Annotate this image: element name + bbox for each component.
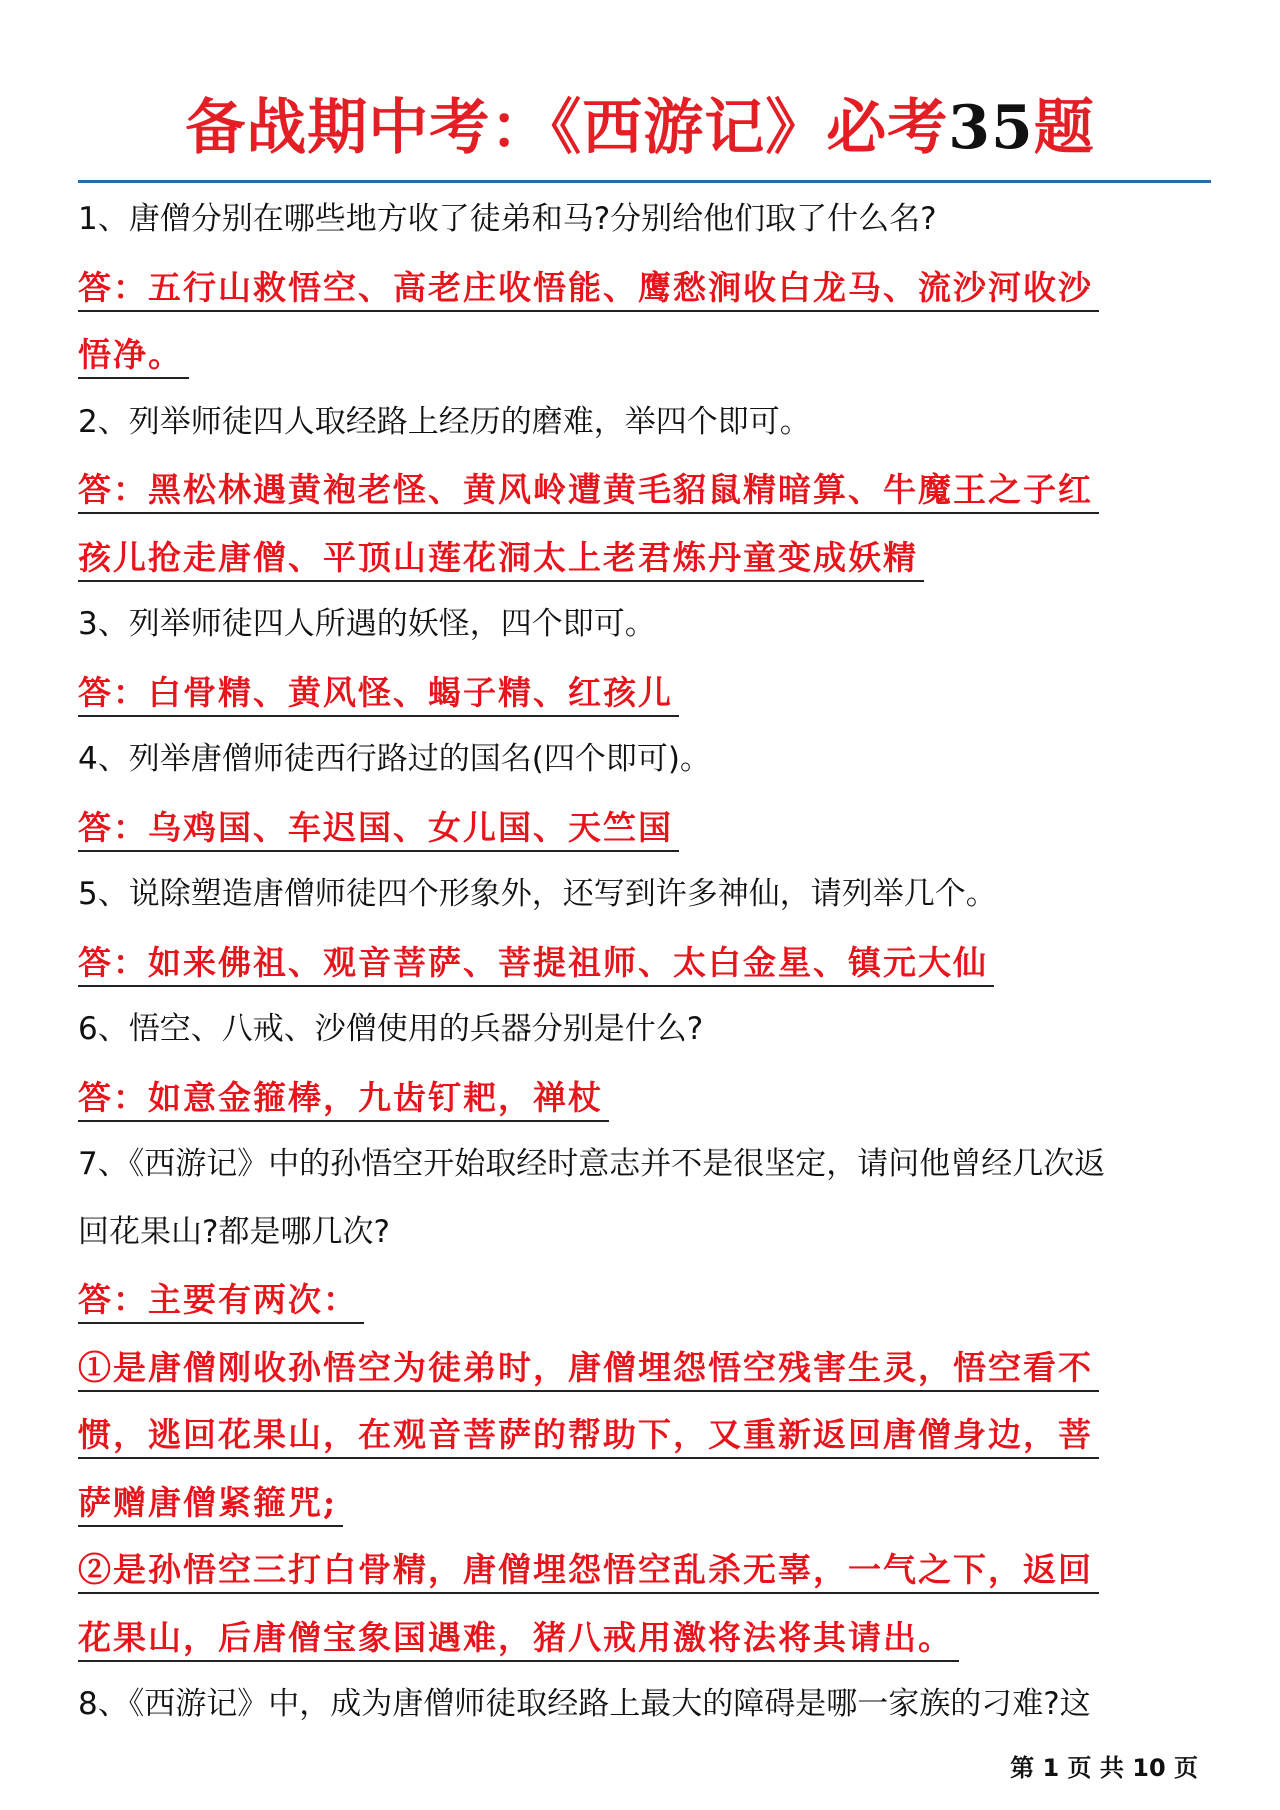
answer-text: 答：五行山救悟空、高老庄收悟能、鹰愁涧收白龙马、流沙河收沙 xyxy=(78,266,1099,312)
answer-text: 答：主要有两次： xyxy=(78,1278,364,1324)
answer-line xyxy=(78,456,1211,524)
title-end: 题 xyxy=(1033,93,1095,163)
answer-text: 孩儿抢走唐僧、平顶山莲花洞太上老君炼丹童变成妖精 xyxy=(78,536,924,582)
question-line: 5、说除塑造唐僧师徒四个形象外，还写到许多神仙，请列举几个。 xyxy=(78,876,997,912)
question-line: 回花果山?都是哪几次? xyxy=(78,1213,390,1250)
answer-line xyxy=(78,1401,1211,1469)
question-line: 7、《西游记》中的孙悟空开始取经时意志并不是很坚定，请问他曾经几次返 xyxy=(78,1146,1106,1182)
answer-text: 答：如意金箍棒，九齿钉耙，禅杖 xyxy=(78,1076,609,1122)
answer-line xyxy=(78,1064,1211,1132)
answer-text: 惯，逃回花果山，在观音菩萨的帮助下，又重新返回唐僧身边，菩 xyxy=(78,1413,1099,1459)
answer-text: ①是唐僧刚收孙悟空为徒弟时，唐僧埋怨悟空残害生灵，悟空看不 xyxy=(78,1346,1099,1392)
answer-text: 答：乌鸡国、车迟国、女儿国、天竺国 xyxy=(78,806,679,852)
answer-text: 答：如来佛祖、观音菩萨、菩提祖师、太白金星、镇元大仙 xyxy=(78,941,994,987)
answer-line xyxy=(78,254,1211,322)
answer-text: 萨赠唐僧紧箍咒; xyxy=(78,1481,343,1527)
question-line: 3、列举师徒四人所遇的妖怪，四个即可。 xyxy=(78,606,656,642)
answer-line xyxy=(78,1536,1211,1604)
title-number: 35 xyxy=(948,93,1034,163)
answer-text: 花果山，后唐僧宝象国遇难，猪八戒用激将法将其请出。 xyxy=(78,1616,959,1662)
answer-text: 答：白骨精、黄风怪、蝎子精、红孩儿 xyxy=(78,671,679,717)
page-title xyxy=(0,88,1280,168)
answer-line xyxy=(78,1334,1211,1402)
question-line: 8、《西游记》中，成为唐僧师徒取经路上最大的障碍是哪一家族的刁难?这 xyxy=(78,1686,1091,1722)
question-line: 6、悟空、八戒、沙僧使用的兵器分别是什么? xyxy=(78,1011,704,1047)
answer-line xyxy=(78,1469,1211,1537)
answer-text: ②是孙悟空三打白骨精，唐僧埋怨悟空乱杀无辜，一气之下，返回 xyxy=(78,1548,1099,1594)
answer-line xyxy=(78,929,1211,997)
title-main: 备战期中考：《西游记》必考 xyxy=(185,93,949,163)
answer-line xyxy=(78,321,1211,389)
answer-line xyxy=(78,524,1211,592)
title-divider xyxy=(78,180,1211,183)
answer-line xyxy=(78,794,1211,862)
answer-line xyxy=(78,1266,1211,1334)
answer-text: 悟净。 xyxy=(78,333,189,379)
answer-line xyxy=(78,1604,1211,1672)
qa-list xyxy=(78,186,1211,1739)
answer-line xyxy=(78,659,1211,727)
question-line: 2、列举师徒四人取经路上经历的磨难，举四个即可。 xyxy=(78,403,811,440)
page-number: 第 1 页 共 10 页 xyxy=(1010,1754,1198,1782)
question-line: 4、列举唐僧师徒西行路过的国名(四个即可)。 xyxy=(78,741,711,777)
question-line: 1、唐僧分别在哪些地方收了徒弟和马?分别给他们取了什么名? xyxy=(78,201,937,237)
answer-text: 答：黑松林遇黄袍老怪、黄风岭遭黄毛貂鼠精暗算、牛魔王之子红 xyxy=(78,468,1099,514)
